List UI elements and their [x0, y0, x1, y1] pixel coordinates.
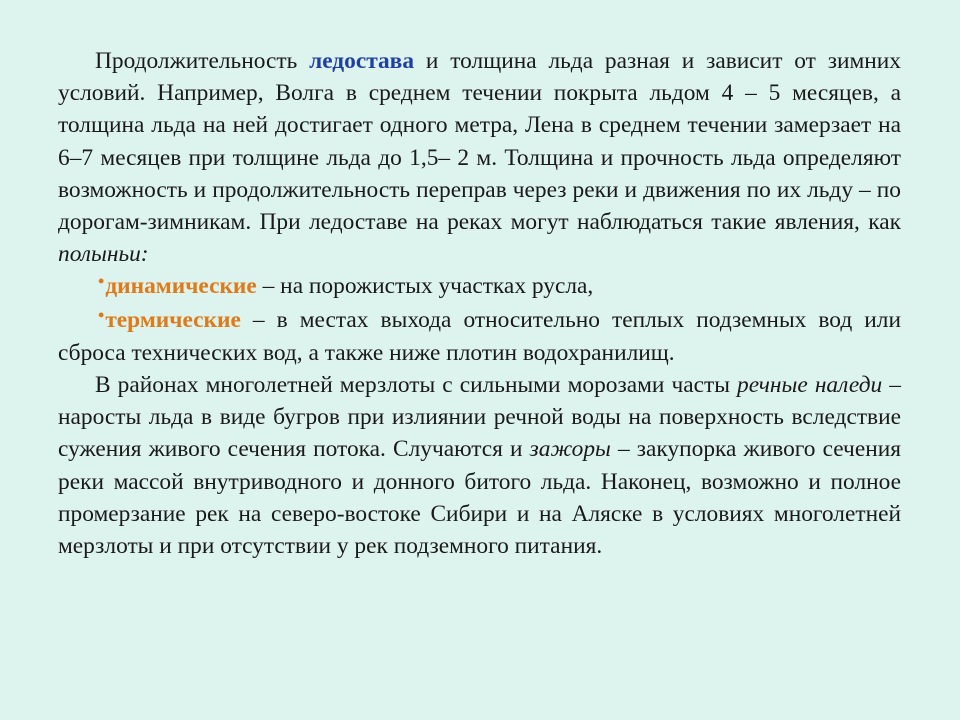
bullet-text: – в местах выхода относительно теплых подземных вод или сброса технических вод, а также ниже плотин водохранилищ.: [58, 306, 901, 366]
slide-text-body: [58, 45, 901, 562]
term-naledi: речные наледи: [737, 372, 883, 399]
text-run: В районах многолетней мерзлоты с сильными морозами часты: [95, 372, 737, 399]
term-ledostav: ледостава: [309, 48, 415, 74]
text-run: и толщина льда разная и зависит от зимних условий. Например, Волга в среднем течении покрыта льдом 4 – 5 месяцев, а толщина льда на ней достигает одного метра, Лена в среднем течении замерзает на 6–7 месяцев при толщине льда до 1,5– 2 м. Толщина и прочность льда определяют возможность и продолжительность переправ через реки и движения по их льду – по дорогам-зимникам. При ледоставе на реках могут наблюдаться такие явления, как: [58, 48, 901, 236]
paragraph-permafrost: [58, 369, 901, 562]
text-run: – закупорка живого сечения реки массой внутриводного и донного битого льда. Наконец, возможно и полное промерзание рек на северо-востоке Сибири и на Аляске в условиях многолетней мерзлоты и при отсутствии у рек подземного питания.: [58, 436, 901, 560]
term-thermal: термические: [105, 306, 241, 333]
bullet-marker: •: [98, 271, 105, 292]
term-zazhory: зажоры: [529, 436, 611, 463]
bullet-text: – на порожистых участках русла,: [256, 273, 594, 300]
bullet-item-thermal: [58, 304, 901, 369]
term-polynyi: полыньи:: [58, 241, 149, 268]
paragraph-ice-duration: [58, 45, 901, 270]
bullet-marker: •: [98, 304, 105, 325]
bullet-item-dynamic: [58, 270, 901, 303]
term-dynamic: динамические: [105, 273, 257, 300]
text-run: – наросты льда в виде бугров при излиянии речной воды на поверхность вследствие сужения живого сечения потока. Случаются и: [58, 372, 901, 463]
text-run: Продолжительность: [95, 48, 310, 74]
